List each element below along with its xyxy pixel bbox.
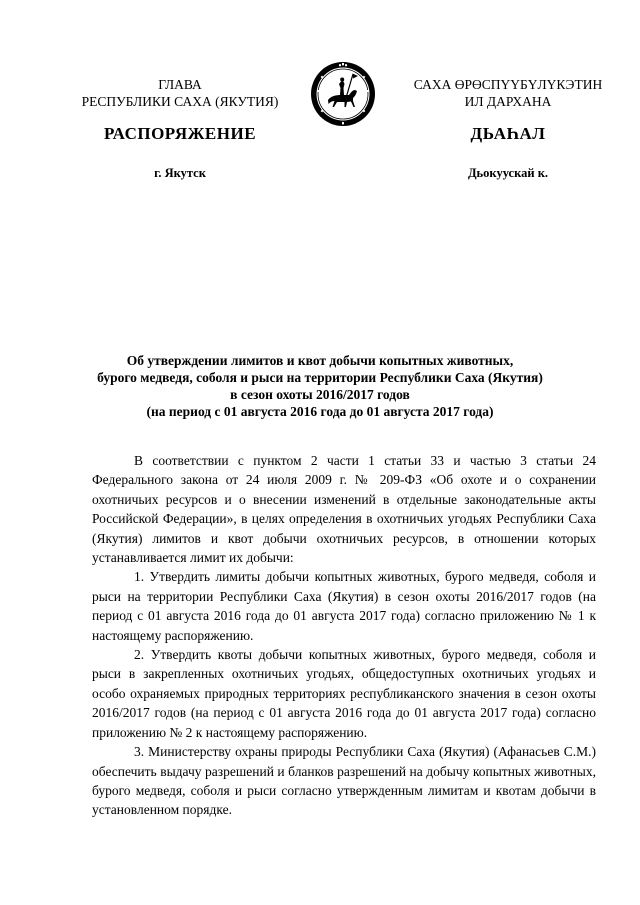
issuer-ru bbox=[70, 76, 290, 110]
subject-line-4: (на период с 01 августа 2016 года до 01 августа 2017 года) bbox=[146, 404, 494, 419]
place-sah: Дьокуускай к. bbox=[467, 166, 549, 180]
subject-line-3: в сезон охоты 2016/2017 годов bbox=[230, 387, 410, 402]
document-body bbox=[92, 451, 596, 820]
issuer-ru-line2: РЕСПУБЛИКИ САХА (ЯКУТИЯ) bbox=[81, 94, 279, 109]
item-1-paragraph: 1. Утвердить лимиты добычи копытных животных, бурого медведя, соболя и рыси на территории Республики Саха (Якутия) в сезон охоты 2016/2017 годов (на период с 01 августа 2016 года до 01 августа 2017 года) согласно приложению № 1 к настоящему распоряжению. bbox=[92, 569, 596, 643]
item-3-paragraph: 3. Министерству охраны природы Республики Саха (Якутия) (Афанасьев С.М.) обеспечить выдачу разрешений и бланков разрешений на добычу копытных животных, бурого медведя, соболя и рыси согласно утвержденным лимитам и квотам добычи в установленном порядке. bbox=[92, 744, 596, 818]
doc-type-ru: РАСПОРЯЖЕНИЕ bbox=[103, 124, 257, 143]
issuer-ru-line1: ГЛАВА bbox=[158, 77, 202, 92]
item-2-paragraph: 2. Утвердить квоты добычи копытных животных, бурого медведя, соболя и рыси в закрепленных охотничьих угодьях, общедоступных охотничьих угодьях и особо охраняемых природных территориях республиканского значения в сезон охоты 2016/2017 годов (на период с 01 августа 2016 года до 01 августа 2017 года) согласно приложению № 2 к настоящему распоряжению. bbox=[92, 647, 596, 740]
subject-line-2: бурого медведя, соболя и рыси на территории Республики Саха (Якутия) bbox=[97, 370, 543, 385]
issuer-sah bbox=[388, 76, 628, 110]
issuer-sah-line1: САХА ӨРӨСПҮҮБҮЛҮКЭТИН bbox=[413, 77, 603, 92]
issuer-sah-line2: ИЛ ДАРХАНА bbox=[464, 94, 552, 109]
place-ru: г. Якутск bbox=[154, 166, 206, 180]
preamble-paragraph: В соответствии с пунктом 2 части 1 статьи 33 и частью 3 статьи 24 Федерального закона от 24 июля 2009 г. № 209-ФЗ «Об охоте и о сохранении охотничьих ресурсов и о внесении изменений в отдельные законодательные акты Российской Федерации», в целях определения в охотничьих угодьях Республики Саха (Якутия) лимитов и квот добычи охотничьих ресурсов, в отношении которых устанавливается лимит их добычи: bbox=[92, 453, 596, 566]
coat-of-arms-emblem-icon bbox=[309, 60, 377, 128]
document-subject bbox=[60, 352, 580, 420]
subject-line-1: Об утверждении лимитов и квот добычи копытных животных, bbox=[126, 353, 514, 368]
doc-type-sah: ДЬАҺАЛ bbox=[470, 124, 546, 143]
